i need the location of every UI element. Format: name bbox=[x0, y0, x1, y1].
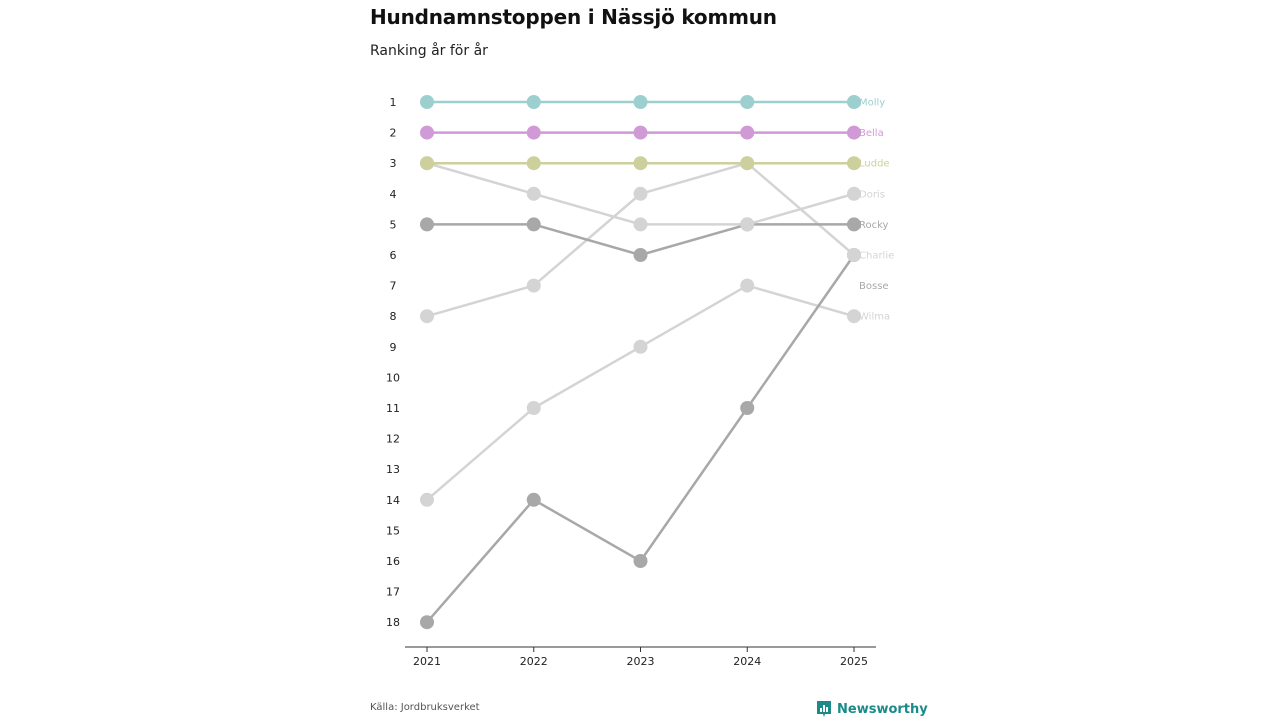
series-points bbox=[420, 95, 861, 629]
series-point-bella bbox=[740, 126, 754, 140]
y-tick-label: 16 bbox=[386, 555, 400, 568]
x-tick-label: 2022 bbox=[519, 655, 548, 668]
series-point-molly bbox=[634, 95, 648, 109]
source-note: Källa: Jordbruksverket bbox=[370, 702, 480, 713]
series-point-rocky bbox=[634, 248, 648, 262]
series-line-charlie bbox=[427, 163, 854, 316]
series-point-wilma bbox=[634, 340, 648, 354]
y-tick-label: 4 bbox=[389, 187, 397, 201]
series-point-bosse bbox=[420, 615, 434, 629]
series-point-bella bbox=[527, 126, 541, 140]
chart-subtitle: Ranking år för år bbox=[370, 43, 488, 59]
series-point-molly bbox=[420, 95, 434, 109]
y-tick-label: 11 bbox=[386, 402, 400, 415]
series-label-bella: Bella bbox=[859, 128, 884, 140]
x-axis bbox=[405, 647, 876, 668]
series-point-bosse bbox=[634, 554, 648, 568]
series-point-wilma bbox=[527, 401, 541, 415]
series-label-rocky: Rocky bbox=[859, 219, 889, 231]
series-point-ludde bbox=[527, 156, 541, 170]
series-labels bbox=[859, 98, 894, 323]
series-label-wilma: Wilma bbox=[859, 311, 891, 323]
brand-logo[interactable] bbox=[816, 700, 928, 718]
series-point-wilma bbox=[420, 493, 434, 507]
y-tick-label: 2 bbox=[389, 126, 397, 140]
series-point-ludde bbox=[634, 156, 648, 170]
y-tick-label: 13 bbox=[386, 463, 400, 477]
brand-name: Newsworthy bbox=[837, 701, 928, 717]
y-tick-label: 15 bbox=[386, 524, 400, 538]
series-point-rocky bbox=[420, 217, 434, 231]
series-point-ludde bbox=[420, 156, 434, 170]
series-point-doris bbox=[740, 217, 754, 231]
series-label-doris: Doris bbox=[859, 189, 885, 201]
y-tick-label: 10 bbox=[386, 371, 400, 385]
series-point-molly bbox=[527, 95, 541, 109]
y-tick-label: 5 bbox=[389, 218, 397, 232]
chart-title: Hundnamnstoppen i Nässjö kommun bbox=[370, 5, 777, 29]
series-point-bosse bbox=[527, 493, 541, 507]
series-label-molly: Molly bbox=[859, 97, 886, 109]
x-tick-label: 2023 bbox=[626, 655, 655, 668]
series-label-ludde: Ludde bbox=[859, 158, 890, 170]
series-point-wilma bbox=[740, 279, 754, 293]
series-label-bosse: Bosse bbox=[859, 281, 889, 293]
y-tick-label: 8 bbox=[389, 310, 397, 324]
series-point-bosse bbox=[740, 401, 754, 415]
y-tick-label: 14 bbox=[386, 493, 400, 507]
series-point-bella bbox=[420, 126, 434, 140]
y-tick-label: 12 bbox=[386, 432, 400, 446]
y-tick-label: 18 bbox=[386, 616, 400, 630]
y-tick-label: 7 bbox=[389, 279, 397, 293]
y-tick-label: 9 bbox=[389, 340, 397, 354]
series-label-charlie: Charlie bbox=[859, 250, 895, 262]
y-tick-label: 6 bbox=[389, 249, 397, 262]
series-point-charlie bbox=[634, 187, 648, 201]
x-tick-label: 2025 bbox=[840, 655, 868, 668]
series-line-wilma bbox=[427, 286, 854, 500]
series-point-molly bbox=[740, 95, 754, 109]
y-axis bbox=[386, 96, 400, 629]
series-point-bella bbox=[634, 126, 648, 140]
y-tick-label: 3 bbox=[389, 157, 397, 171]
series-lines bbox=[427, 102, 854, 622]
y-tick-label: 1 bbox=[389, 96, 397, 109]
x-tick-label: 2021 bbox=[413, 655, 441, 668]
x-tick-label: 2024 bbox=[733, 655, 762, 668]
y-tick-label: 17 bbox=[386, 585, 400, 599]
bar-chart-logo-icon bbox=[816, 700, 832, 718]
series-point-ludde bbox=[740, 156, 754, 170]
series-point-charlie bbox=[527, 279, 541, 293]
series-point-doris bbox=[527, 187, 541, 201]
series-point-doris bbox=[634, 217, 648, 231]
series-point-rocky bbox=[527, 217, 541, 231]
series-point-charlie bbox=[420, 309, 434, 323]
